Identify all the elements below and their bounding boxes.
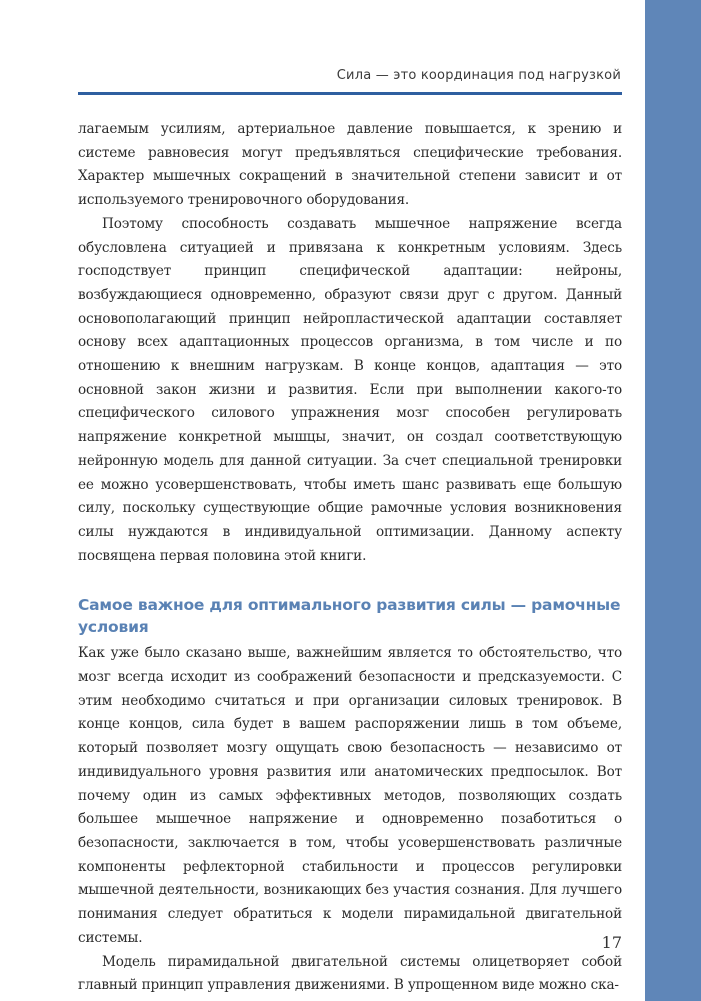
running-head: Сила — это координация под нагрузкой [336, 68, 621, 83]
header-rule [78, 92, 622, 95]
paragraph-pyramidal-model: Модель пирамидальной двигательной системы олицетворяет собой главный принцип управления движениями. В упрощенном виде можно ска- [78, 953, 622, 994]
paragraph-framework-conditions: Как уже было сказано выше, важнейшим является то обстоятельство, что мозг всегда исходит из соображений безопасности и предсказуемости. С этим необходимо считаться и при организации силовых тренировок. В конце концов, сила будет в вашем распоряжении лишь в том объеме, который позволяет мозгу ощущать свою безопасность — независимо от индивидуального уровня развития или анатомических предпосылок. Вот почему один из самых эффективных методов, позволяющих создать большее мышечное напряжение и одновременно позаботиться о безопасности, заключается в том, чтобы усовершенствовать различные компоненты рефлекторной стабильности и процессов регулировки мышечной деятельности, возникающих без участия сознания. Для лучшего понимания следует обратиться к модели пирамидальной двигательной системы. [78, 645, 622, 946]
paragraph-specific-adaptation: Поэтому способность создавать мышечное напряжение всегда обусловлена ситуацией и привязана к конкретным условиям. Здесь господствует принцип специфической адаптации: нейроны, возбуждающиеся одновременно, образуют связи друг с другом. Данный основополагающий принцип нейропластической адаптации составляет основу всех адаптационных процессов организма, в том числе и по отношению к внешним нагрузкам. В конце концов, адаптация — это основной закон жизни и развития. Если при выполнении какого-то специфического силового упражнения мозг способен регулировать напряжение конкретной мышцы, значит, он создал соответствующую нейронную модель для данной ситуации. За счет специальной тренировки ее можно усовершенствовать, чтобы иметь шанс развивать еще большую силу, поскольку существующие общие рамочные условия возникновения силы нуждаются в индивидуальной оптимизации. Данному аспекту посвящена первая половина этой книги. [78, 215, 622, 564]
section-heading: Самое важное для оптимального развития силы — рамочные условия [78, 596, 621, 637]
side-color-band [645, 0, 701, 1001]
paragraph-continuation: лагаемым усилиям, артериальное давление повышается, к зрению и системе равновесия могут предъявляться специфические требования. Характер мышечных сокращений в значительной степени зависит и от используемого тренировочного оборудования. [78, 121, 622, 209]
page-body [78, 118, 622, 998]
page-number: 17 [601, 933, 622, 952]
